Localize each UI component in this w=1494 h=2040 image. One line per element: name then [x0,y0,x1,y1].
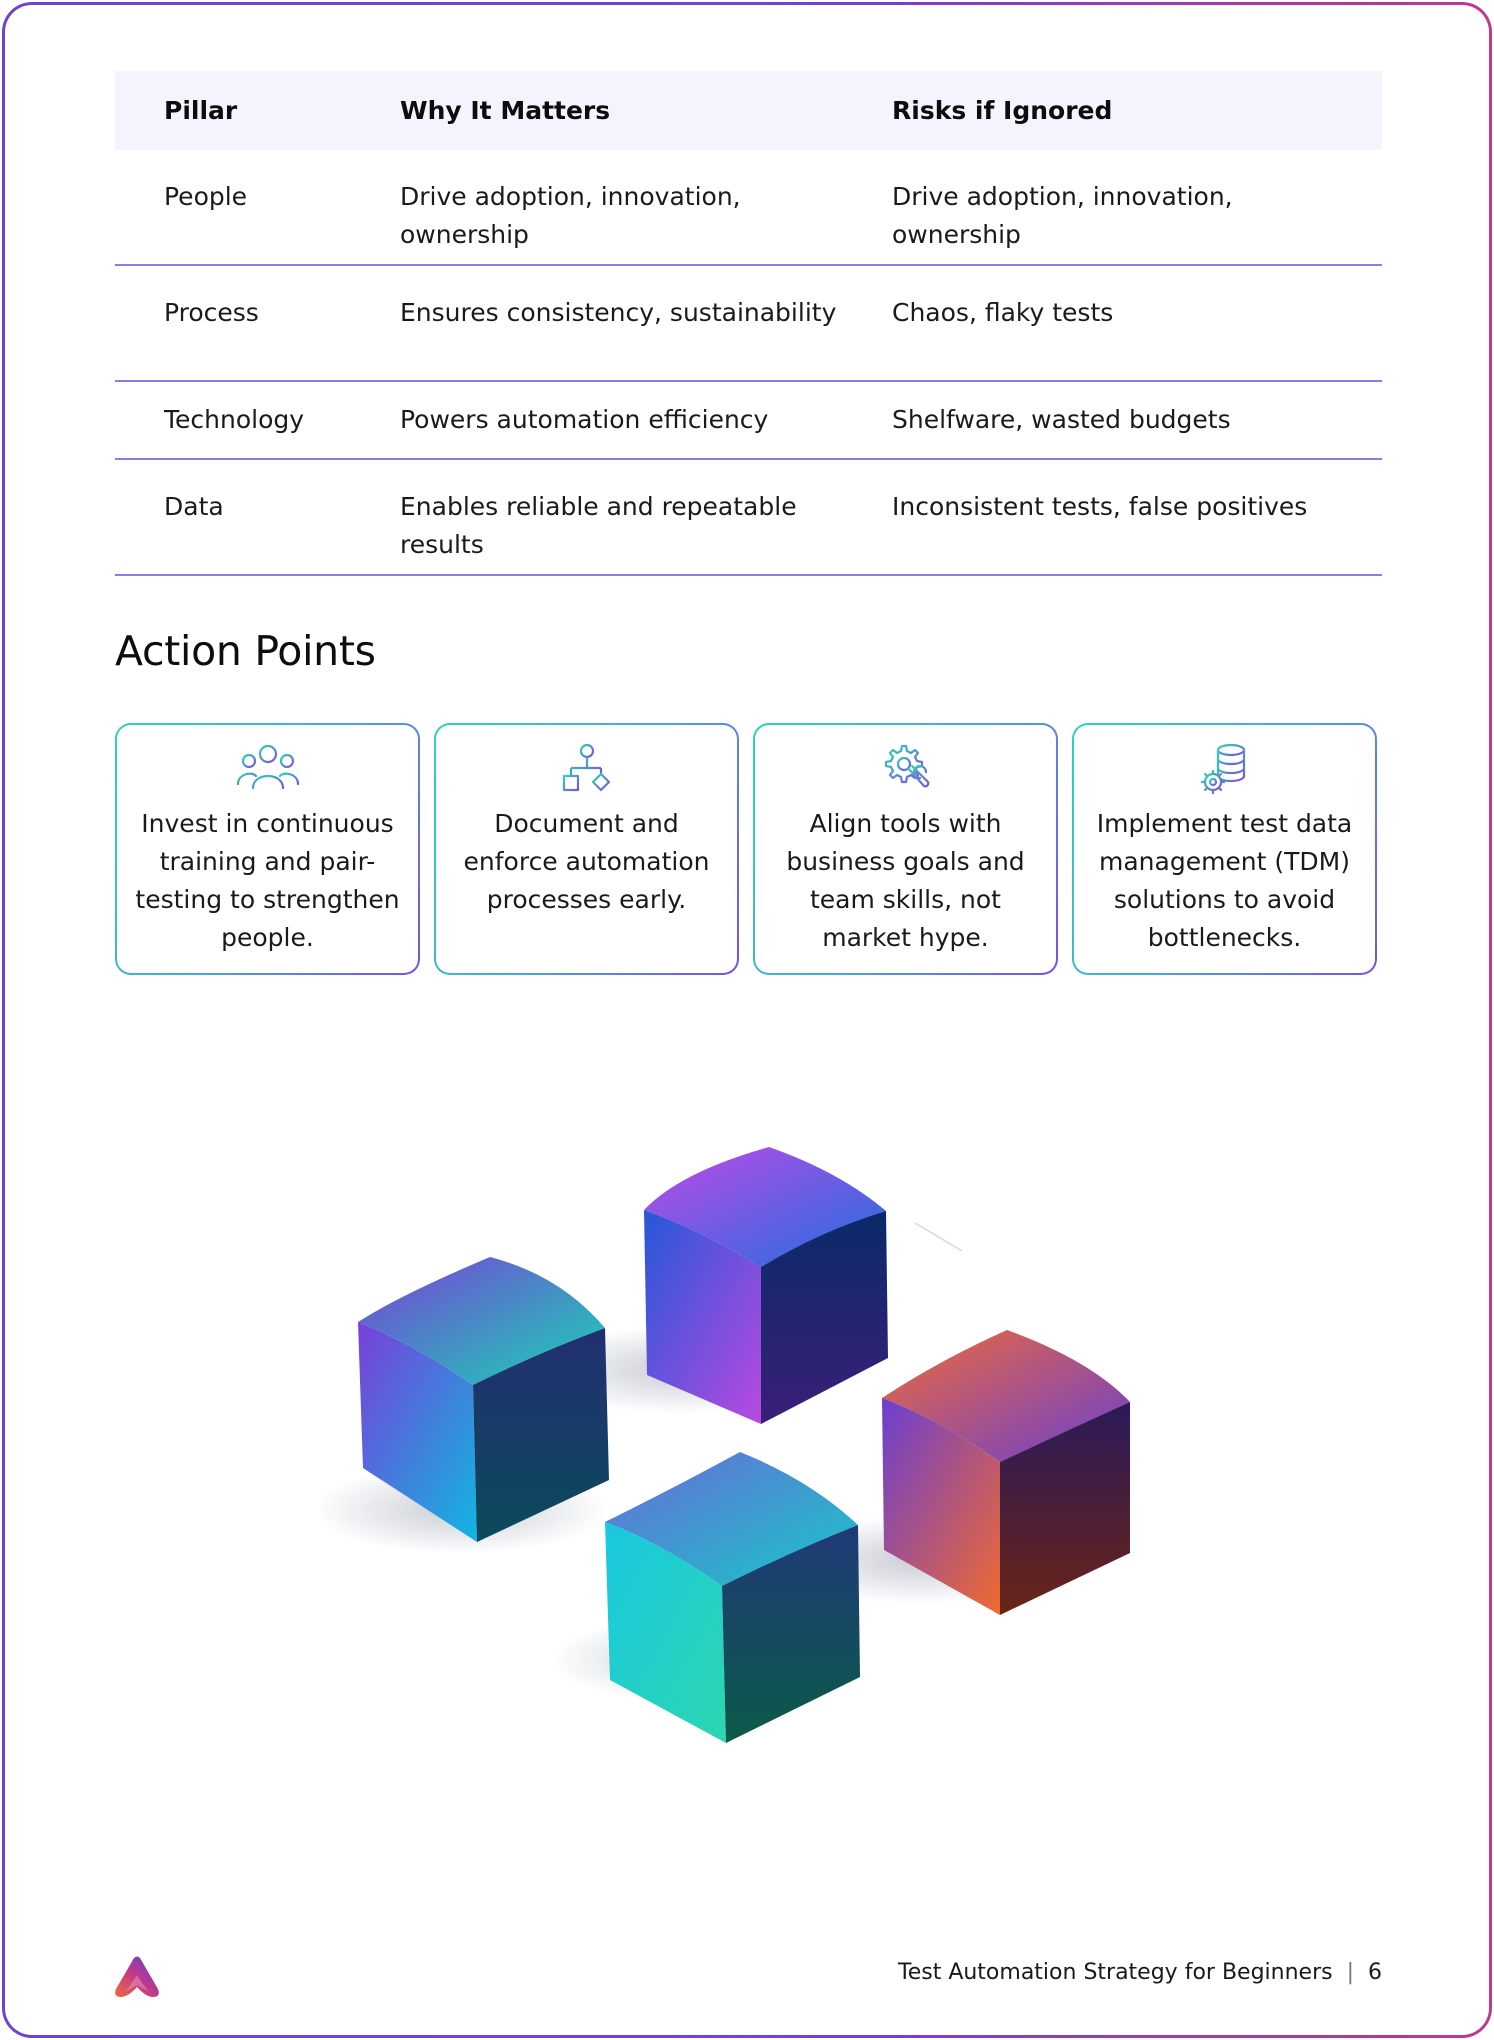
table-header-row [115,71,1382,150]
table-row [115,460,1382,576]
table-cell: Enables reliable and repeatable results [400,492,797,559]
footer-doc-title: Test Automation Strategy for Beginners [898,1960,1333,1985]
table-cell: Ensures consistency, sustainability [400,298,837,327]
page-number: 6 [1368,1960,1382,1985]
action-card-tdm [1072,723,1377,975]
table-header-why: Why It Matters [400,96,611,125]
table-header-risks: Risks if Ignored [892,96,1113,125]
table-cell: Drive adoption, innovation, ownership [400,182,741,249]
table-cell: Technology [164,405,305,434]
action-card-text: Implement test data management (TDM) solutions to avoid bottlenecks. [1096,809,1353,952]
action-cards [115,723,1377,975]
cube-purple-blue [644,1147,888,1424]
table-header-pillar: Pillar [164,96,238,125]
people-icon [236,742,300,796]
database-gear-icon [1193,742,1257,796]
footer-separator: | [1346,1960,1354,1985]
table-cell: Process [164,298,259,327]
action-card-text: Align tools with business goals and team skills, not market hype. [786,809,1025,952]
pillar-table [115,71,1382,576]
table-cell: Powers automation efficiency [400,405,769,434]
table-cell: People [164,182,248,211]
table-row [115,150,1382,266]
section-title-action-points: Action Points [115,627,376,675]
action-card-process [434,723,739,975]
action-card-text: Invest in continuous training and pair-testing to strengthen people. [135,809,400,952]
action-card-tools [753,723,1058,975]
table-row [115,266,1382,382]
table-cell: Chaos, flaky tests [892,298,1114,327]
gradient-cubes-illustration [320,1130,1240,1770]
table-cell: Inconsistent tests, false positives [892,492,1308,521]
table-row [115,382,1382,460]
gear-wrench-icon [874,742,938,796]
table-cell: Data [164,492,224,521]
decorative-line [915,1223,962,1251]
table-cell: Drive adoption, innovation, ownership [892,182,1233,249]
process-flow-icon [555,742,619,796]
action-card-text: Document and enforce automation processes early. [463,809,710,914]
action-card-training [115,723,420,975]
brand-logo [112,1955,162,1999]
table-cell: Shelfware, wasted budgets [892,405,1231,434]
footer [898,1960,1382,1985]
